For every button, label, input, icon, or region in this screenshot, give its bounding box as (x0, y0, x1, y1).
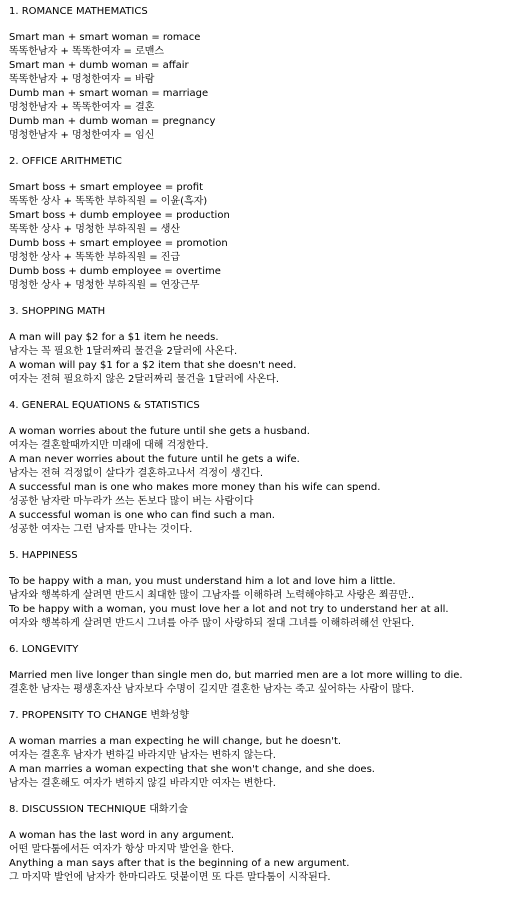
section-heading: 1. ROMANCE MATHEMATICS (9, 6, 148, 17)
section-heading: 8. DISCUSSION TECHNIQUE 대화기술 (9, 804, 188, 815)
text-line: Married men live longer than single men do, but married men are a lot more willing to die. (9, 670, 463, 681)
text-line: 멍청한 상사 + 똑똑한 부하직원 = 진급 (9, 252, 181, 263)
text-line: A woman marries a man expecting he will change, but he doesn't. (9, 736, 342, 747)
section-heading: 2. OFFICE ARITHMETIC (9, 156, 122, 167)
text-line: Dumb boss + dumb employee = overtime (9, 266, 221, 277)
text-line: 똑똑한남자 + 멍청한여자 = 바람 (9, 74, 155, 85)
text-line: Smart man + smart woman = romace (9, 32, 201, 43)
text-line: 멍청한남자 + 멍청한여자 = 임신 (9, 130, 155, 141)
text-line: 남자는 꼭 필요한 1달러짜리 물건을 2달러에 사온다. (9, 346, 238, 357)
section-heading: 5. HAPPINESS (9, 550, 78, 561)
text-line: 멍청한 상사 + 멍청한 부하직원 = 연장근무 (9, 280, 200, 291)
section-happiness (9, 549, 520, 631)
text-line: 똑똑한남자 + 똑똑한여자 = 로맨스 (9, 46, 165, 57)
section-body (9, 425, 520, 537)
section-discussion-technique (9, 803, 520, 885)
text-line: 그 마지막 발언에 남자가 한마디라도 덧붙이면 또 다른 말다툼이 시작된다. (9, 872, 331, 883)
text-line: Dumb man + dumb woman = pregnancy (9, 116, 216, 127)
text-line: A man marries a woman expecting that she won't change, and she does. (9, 764, 375, 775)
text-line: 똑똑한 상사 + 똑똑한 부하직원 = 이윤(흑자) (9, 196, 208, 207)
section-shopping-math (9, 305, 520, 387)
text-line: A successful woman is one who can find such a man. (9, 510, 275, 521)
section-body (9, 735, 520, 791)
section-body (9, 575, 520, 631)
text-line: 성공한 남자란 마누라가 쓰는 돈보다 많이 버는 사람이다 (9, 496, 254, 507)
text-line: A successful man is one who makes more money than his wife can spend. (9, 482, 381, 493)
section-general-equations (9, 399, 520, 537)
text-line: 여자와 행복하게 살려면 반드시 그녀를 아주 많이 사랑하되 절대 그녀를 이해하려해선 안된다. (9, 618, 415, 629)
text-line: A woman will pay $1 for a $2 item that she doesn't need. (9, 360, 297, 371)
section-office-arithmetic (9, 155, 520, 293)
text-line: To be happy with a man, you must understand him a lot and love him a little. (9, 576, 396, 587)
text-line: A man never worries about the future until he gets a wife. (9, 454, 300, 465)
text-line: To be happy with a woman, you must love her a lot and not try to understand her at all. (9, 604, 449, 615)
text-line: 여자는 결혼할때까지만 미래에 대해 걱정한다. (9, 440, 209, 451)
section-heading: 6. LONGEVITY (9, 644, 79, 655)
text-line: A woman worries about the future until she gets a husband. (9, 426, 310, 437)
text-line: Smart boss + dumb employee = production (9, 210, 230, 221)
text-line: 여자는 결혼후 남자가 변하길 바라지만 남자는 변하지 않는다. (9, 750, 276, 761)
text-line: Anything a man says after that is the beginning of a new argument. (9, 858, 350, 869)
text-line: Dumb man + smart woman = marriage (9, 88, 209, 99)
text-line: A woman has the last word in any argument. (9, 830, 235, 841)
text-line: 남자와 행복하게 살려면 반드시 최대한 많이 그남자를 이해하려 노력해야하고 사랑은 쬐끔만.. (9, 590, 415, 601)
section-heading: 7. PROPENSITY TO CHANGE 변화성향 (9, 710, 189, 721)
section-heading: 3. SHOPPING MATH (9, 306, 106, 317)
section-body (9, 829, 520, 885)
text-line: 어떤 말다툼에서든 여자가 항상 마지막 발언을 한다. (9, 844, 235, 855)
text-line: A man will pay $2 for a $1 item he needs. (9, 332, 219, 343)
text-line: Smart boss + smart employee = profit (9, 182, 204, 193)
section-body (9, 181, 520, 293)
text-line: 멍청한남자 + 똑똑한여자 = 결혼 (9, 102, 155, 113)
section-propensity-to-change (9, 709, 520, 791)
text-line: 성공한 여자는 그런 남자를 만나는 것이다. (9, 524, 193, 535)
text-line: 여자는 전혀 필요하지 않은 2달러짜리 물건을 1달러에 사온다. (9, 374, 279, 385)
section-body (9, 31, 520, 143)
text-line: 남자는 전혀 걱정없이 살다가 결혼하고나서 걱정이 생긴다. (9, 468, 264, 479)
section-heading: 4. GENERAL EQUATIONS & STATISTICS (9, 400, 200, 411)
text-line: 남자는 결혼해도 여자가 변하지 않길 바라지만 여자는 변한다. (9, 778, 276, 789)
section-romance-mathematics (9, 5, 520, 143)
text-line: Smart man + dumb woman = affair (9, 60, 189, 71)
text-line: 결혼한 남자는 평생혼자산 남자보다 수명이 길지만 결혼한 남자는 죽고 싶어하는 사람이 많다. (9, 684, 415, 695)
section-longevity (9, 643, 520, 697)
text-line: 똑똑한 상사 + 멍청한 부하직원 = 생산 (9, 224, 181, 235)
section-body (9, 669, 520, 697)
text-line: Dumb boss + smart employee = promotion (9, 238, 228, 249)
section-body (9, 331, 520, 387)
